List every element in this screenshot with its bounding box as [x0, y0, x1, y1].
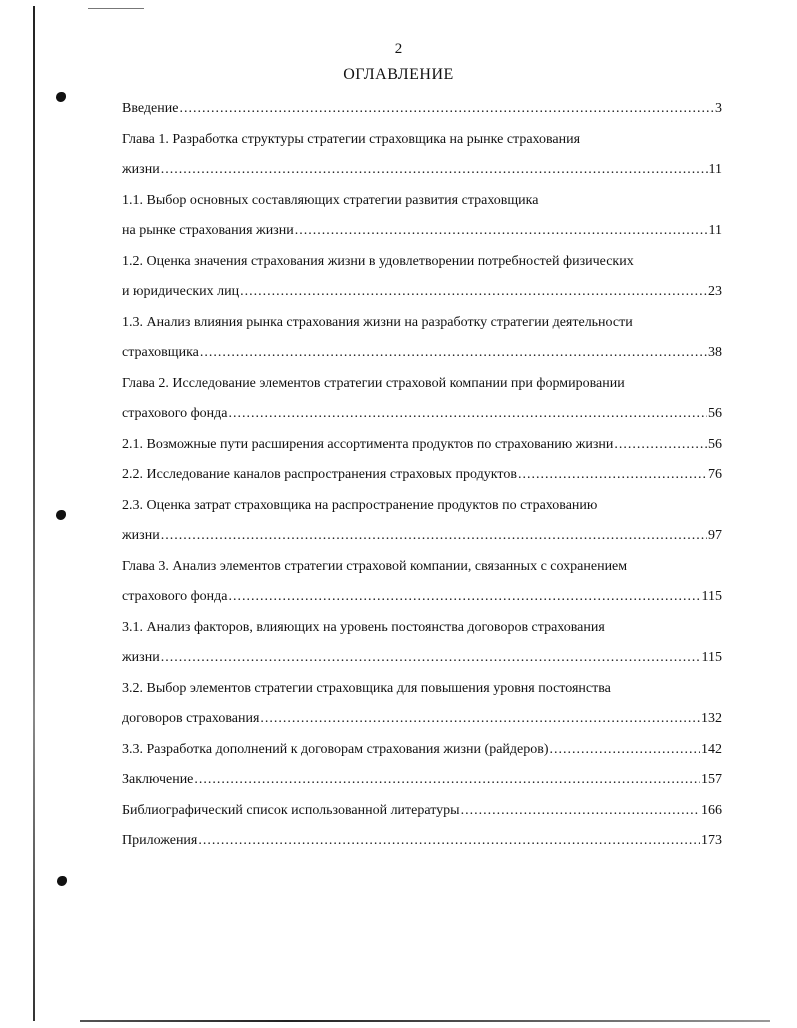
toc-label: 3.1. Анализ факторов, влияющих на уровень постоянства договоров страхования	[122, 619, 605, 635]
toc-entry-section-2-2	[122, 460, 722, 491]
toc-label: и юридических лиц	[122, 284, 240, 299]
toc-page: 157	[701, 772, 722, 787]
toc-label: Заключение	[122, 772, 194, 787]
toc-entry-chapter-2-title	[122, 369, 722, 400]
toc-leader	[550, 735, 700, 766]
toc-leader	[179, 94, 714, 125]
toc-label: Глава 3. Анализ элементов стратегии страховой компании, связанных с сохранением	[122, 558, 628, 574]
toc-label: страхового фонда	[122, 589, 228, 604]
toc-page: 3	[715, 101, 722, 116]
toc-entry-section-3-3	[122, 735, 722, 766]
toc-leader	[200, 338, 707, 369]
toc-label: жизни	[122, 162, 160, 177]
toc-page: 97	[708, 528, 722, 543]
toc-label: 1.1. Выбор основных составляющих стратегии развития страховщика	[122, 192, 539, 208]
toc-page: 23	[708, 284, 722, 299]
scan-bottom-edge	[80, 1020, 770, 1022]
toc-leader	[198, 826, 700, 857]
toc-leader	[229, 399, 708, 430]
toc-page: 166	[701, 802, 722, 818]
toc-leader	[240, 277, 707, 308]
toc-entry-chapter-2	[122, 399, 722, 430]
toc-page: 56	[708, 406, 722, 421]
toc-page: 38	[708, 345, 722, 360]
toc-leader	[161, 643, 701, 674]
punch-hole-mark	[56, 510, 66, 520]
toc-label: договоров страхования	[122, 711, 260, 726]
toc-page: 142	[701, 741, 722, 757]
punch-hole-mark	[57, 876, 67, 886]
toc-entry-chapter-1-title	[122, 125, 722, 156]
toc-page: 173	[701, 833, 722, 848]
table-of-contents	[122, 94, 722, 857]
toc-entry-section-3-2	[122, 704, 722, 735]
toc-entry-section-1-1-title	[122, 186, 722, 217]
toc-page: 11	[708, 223, 722, 238]
page-title: ОГЛАВЛЕНИЕ	[343, 66, 454, 83]
toc-page: 115	[701, 650, 722, 665]
toc-entry-section-2-3-title	[122, 491, 722, 522]
toc-label: 2.3. Оценка затрат страховщика на распространение продуктов по страхованию	[122, 497, 598, 513]
scan-edge-left	[33, 6, 35, 1021]
scan-top-mark	[88, 8, 144, 9]
toc-page: 115	[701, 589, 722, 604]
toc-entry-appendix	[122, 826, 722, 857]
toc-entry-section-1-1	[122, 216, 722, 247]
toc-leader	[161, 155, 708, 186]
toc-leader	[614, 430, 707, 461]
toc-leader	[295, 216, 708, 247]
toc-label: Глава 1. Разработка структуры стратегии страховщика на рынке страхования	[122, 131, 581, 147]
toc-label: 2.2. Исследование каналов распространения страховых продуктов	[122, 467, 517, 482]
toc-leader	[518, 460, 707, 491]
toc-label: жизни	[122, 528, 160, 543]
toc-label: страхового фонда	[122, 406, 228, 421]
toc-leader	[461, 796, 700, 827]
toc-label: 1.2. Оценка значения страхования жизни в удовлетворении потребностей физических	[122, 253, 634, 269]
toc-entry-intro	[122, 94, 722, 125]
page-number: 2	[394, 41, 403, 57]
toc-page: 56	[708, 436, 722, 452]
toc-entry-bibliography	[122, 796, 722, 827]
toc-entry-section-2-3	[122, 521, 722, 552]
toc-entry-section-1-3	[122, 338, 722, 369]
toc-entry-chapter-3-title	[122, 552, 722, 583]
toc-page: 11	[708, 162, 722, 177]
toc-leader	[260, 704, 700, 735]
toc-label: 2.1. Возможные пути расширения ассортимента продуктов по страхованию жизни	[122, 436, 614, 452]
toc-leader	[194, 765, 700, 796]
toc-leader	[161, 521, 707, 552]
toc-label: Библиографический список использованной литературы	[122, 802, 460, 818]
toc-label: 1.3. Анализ влияния рынка страхования жизни на разработку стратегии деятельности	[122, 314, 633, 330]
toc-label: Глава 2. Исследование элементов стратегии страховой компании при формировании	[122, 375, 625, 391]
toc-label: 3.3. Разработка дополнений к договорам страхования жизни (райдеров)	[122, 741, 549, 757]
toc-label: Введение	[122, 101, 179, 116]
toc-entry-section-1-3-title	[122, 308, 722, 339]
toc-label: страховщика	[122, 345, 199, 360]
toc-label: 3.2. Выбор элементов стратегии страховщика для повышения уровня постоянства	[122, 680, 611, 696]
toc-entry-conclusion	[122, 765, 722, 796]
toc-entry-section-3-1	[122, 643, 722, 674]
toc-entry-section-3-2-title	[122, 674, 722, 705]
toc-entry-chapter-3	[122, 582, 722, 613]
toc-leader	[229, 582, 701, 613]
toc-entry-section-3-1-title	[122, 613, 722, 644]
toc-entry-section-1-2-title	[122, 247, 722, 278]
toc-label: жизни	[122, 650, 160, 665]
toc-label: на рынке страхования жизни	[122, 223, 294, 238]
punch-hole-mark	[56, 92, 66, 102]
toc-entry-section-2-1	[122, 430, 722, 461]
toc-page: 76	[708, 467, 722, 482]
toc-entry-section-1-2	[122, 277, 722, 308]
toc-label: Приложения	[122, 833, 198, 848]
toc-page: 132	[701, 711, 722, 726]
toc-entry-chapter-1	[122, 155, 722, 186]
